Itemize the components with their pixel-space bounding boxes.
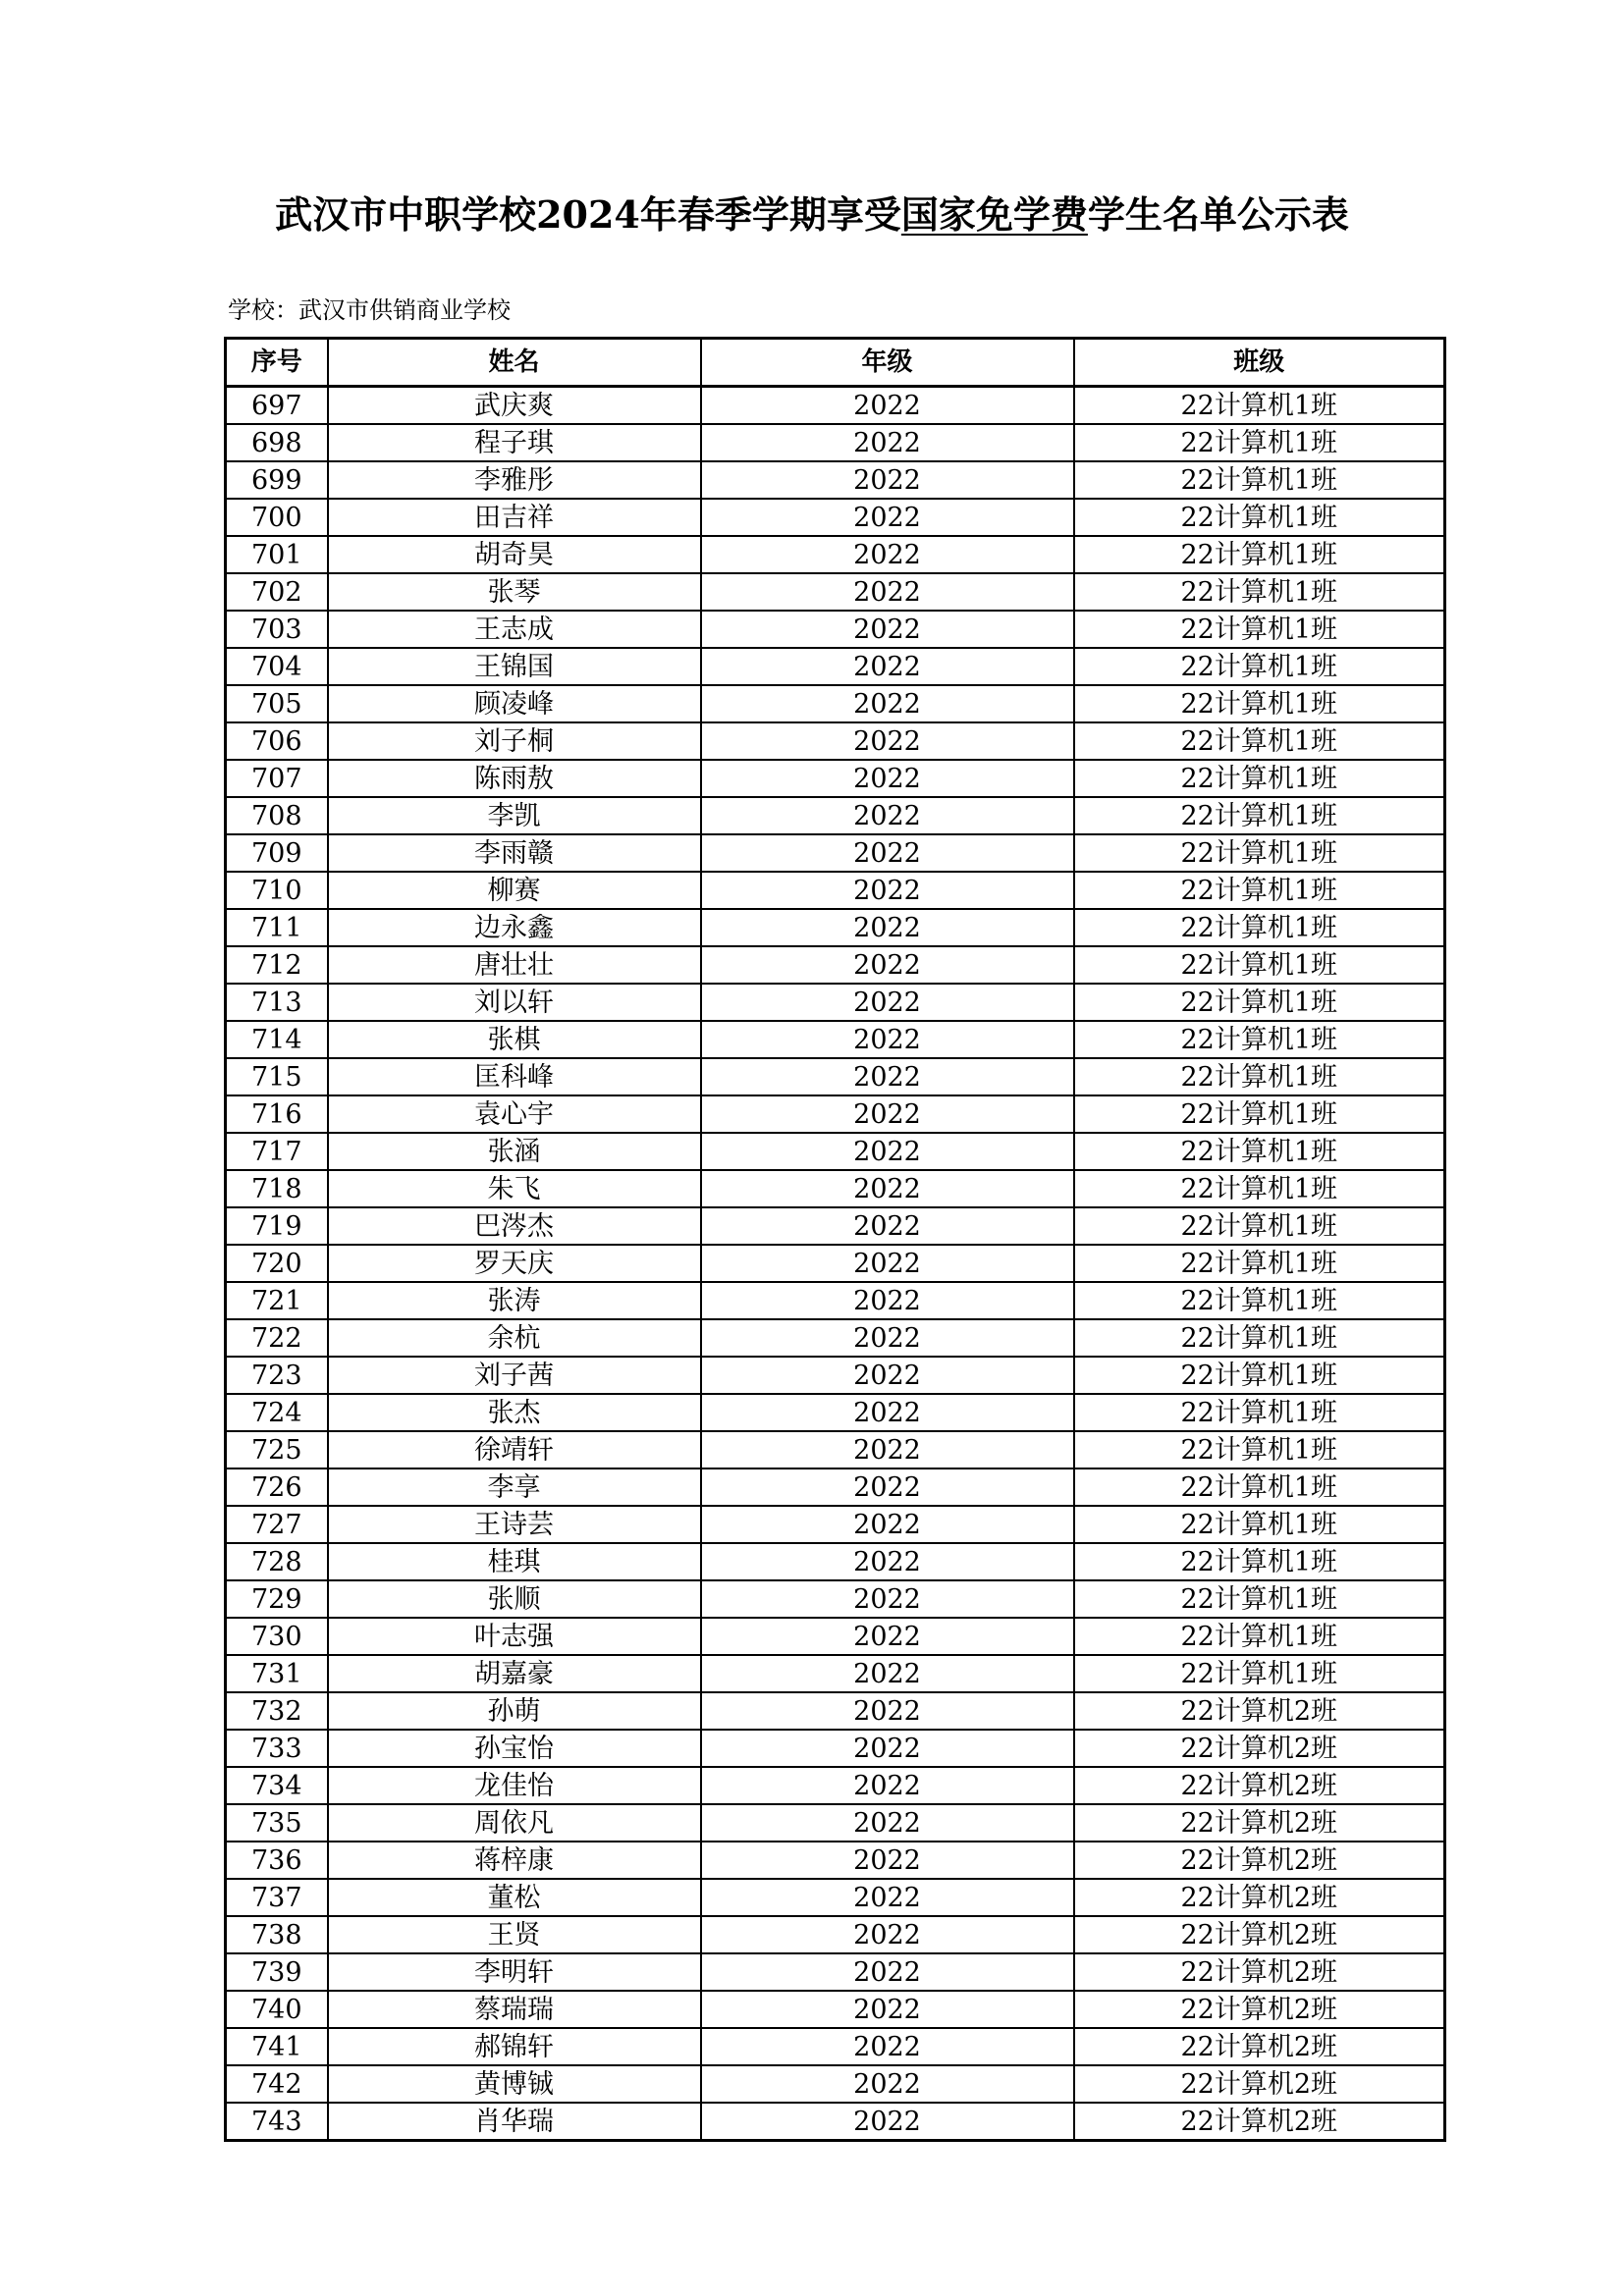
cell-name: 周依凡	[328, 1804, 701, 1842]
cell-grade: 2022	[701, 461, 1074, 499]
header-index: 序号	[226, 339, 328, 387]
cell-name: 刘以轩	[328, 984, 701, 1021]
cell-class: 22计算机2班	[1074, 2103, 1445, 2141]
title-text-post: 学生名单公示表	[1087, 192, 1349, 237]
table-row	[226, 1692, 1445, 1730]
cell-index: 735	[226, 1804, 328, 1842]
cell-grade: 2022	[701, 1580, 1074, 1618]
cell-class: 22计算机2班	[1074, 1692, 1445, 1730]
cell-grade: 2022	[701, 1730, 1074, 1767]
cell-class: 22计算机1班	[1074, 872, 1445, 909]
cell-class: 22计算机1班	[1074, 461, 1445, 499]
cell-name: 胡奇昊	[328, 536, 701, 573]
cell-index: 743	[226, 2103, 328, 2141]
cell-grade: 2022	[701, 1095, 1074, 1133]
cell-name: 张杰	[328, 1394, 701, 1431]
cell-class: 22计算机1班	[1074, 1655, 1445, 1692]
table-row	[226, 872, 1445, 909]
cell-class: 22计算机1班	[1074, 536, 1445, 573]
cell-class: 22计算机1班	[1074, 648, 1445, 685]
cell-class: 22计算机1班	[1074, 797, 1445, 834]
table-row	[226, 1319, 1445, 1357]
cell-grade: 2022	[701, 2103, 1074, 2141]
cell-grade: 2022	[701, 2028, 1074, 2065]
table-row	[226, 1095, 1445, 1133]
table-row	[226, 685, 1445, 722]
cell-grade: 2022	[701, 760, 1074, 797]
cell-index: 719	[226, 1207, 328, 1245]
table-row	[226, 387, 1445, 425]
cell-name: 张棋	[328, 1021, 701, 1058]
cell-index: 721	[226, 1282, 328, 1319]
cell-class: 22计算机2班	[1074, 1767, 1445, 1804]
table-row	[226, 1804, 1445, 1842]
cell-name: 张顺	[328, 1580, 701, 1618]
cell-grade: 2022	[701, 1021, 1074, 1058]
cell-index: 740	[226, 1991, 328, 2028]
student-table	[224, 337, 1446, 2142]
cell-grade: 2022	[701, 611, 1074, 648]
cell-name: 匡科峰	[328, 1058, 701, 1095]
cell-name: 李雅彤	[328, 461, 701, 499]
table-row	[226, 1991, 1445, 2028]
cell-class: 22计算机1班	[1074, 760, 1445, 797]
table-row	[226, 1207, 1445, 1245]
cell-class: 22计算机2班	[1074, 1842, 1445, 1879]
cell-index: 718	[226, 1170, 328, 1207]
cell-name: 唐壮壮	[328, 946, 701, 984]
cell-class: 22计算机1班	[1074, 387, 1445, 425]
cell-grade: 2022	[701, 1133, 1074, 1170]
cell-grade: 2022	[701, 1506, 1074, 1543]
cell-name: 朱飞	[328, 1170, 701, 1207]
cell-class: 22计算机1班	[1074, 1282, 1445, 1319]
cell-class: 22计算机1班	[1074, 834, 1445, 872]
cell-grade: 2022	[701, 1319, 1074, 1357]
page-title	[0, 185, 1624, 239]
cell-grade: 2022	[701, 872, 1074, 909]
cell-class: 22计算机1班	[1074, 946, 1445, 984]
title-text-pre: 武汉市中职学校2024年春季学期享受	[275, 192, 901, 237]
table-row	[226, 1618, 1445, 1655]
cell-grade: 2022	[701, 1953, 1074, 1991]
cell-name: 刘子桐	[328, 722, 701, 760]
cell-index: 734	[226, 1767, 328, 1804]
header-grade: 年级	[701, 339, 1074, 387]
table-row	[226, 1842, 1445, 1879]
table-row	[226, 946, 1445, 984]
table-row	[226, 611, 1445, 648]
cell-index: 728	[226, 1543, 328, 1580]
cell-class: 22计算机1班	[1074, 499, 1445, 536]
cell-grade: 2022	[701, 834, 1074, 872]
cell-index: 714	[226, 1021, 328, 1058]
cell-grade: 2022	[701, 424, 1074, 461]
cell-index: 724	[226, 1394, 328, 1431]
cell-index: 729	[226, 1580, 328, 1618]
table-row	[226, 909, 1445, 946]
table-row	[226, 2103, 1445, 2141]
cell-index: 702	[226, 573, 328, 611]
table-row	[226, 1730, 1445, 1767]
cell-index: 704	[226, 648, 328, 685]
table-row	[226, 1357, 1445, 1394]
cell-class: 22计算机1班	[1074, 1618, 1445, 1655]
table-row	[226, 461, 1445, 499]
cell-name: 袁心宇	[328, 1095, 701, 1133]
cell-grade: 2022	[701, 1245, 1074, 1282]
cell-index: 710	[226, 872, 328, 909]
cell-class: 22计算机1班	[1074, 1468, 1445, 1506]
table-row	[226, 797, 1445, 834]
cell-grade: 2022	[701, 1431, 1074, 1468]
cell-index: 717	[226, 1133, 328, 1170]
cell-grade: 2022	[701, 797, 1074, 834]
table-body	[226, 387, 1445, 2141]
cell-name: 肖华瑞	[328, 2103, 701, 2141]
cell-name: 张琴	[328, 573, 701, 611]
cell-class: 22计算机1班	[1074, 611, 1445, 648]
cell-name: 田吉祥	[328, 499, 701, 536]
header-name: 姓名	[328, 339, 701, 387]
table-row	[226, 648, 1445, 685]
cell-grade: 2022	[701, 1058, 1074, 1095]
cell-grade: 2022	[701, 1282, 1074, 1319]
cell-class: 22计算机1班	[1074, 909, 1445, 946]
cell-class: 22计算机1班	[1074, 1133, 1445, 1170]
cell-index: 698	[226, 424, 328, 461]
cell-name: 王贤	[328, 1916, 701, 1953]
table-row	[226, 1468, 1445, 1506]
cell-index: 733	[226, 1730, 328, 1767]
cell-index: 732	[226, 1692, 328, 1730]
cell-name: 蔡瑞瑞	[328, 1991, 701, 2028]
cell-class: 22计算机2班	[1074, 1804, 1445, 1842]
cell-class: 22计算机1班	[1074, 1095, 1445, 1133]
cell-class: 22计算机1班	[1074, 984, 1445, 1021]
table-row	[226, 499, 1445, 536]
cell-grade: 2022	[701, 722, 1074, 760]
title-text-underlined: 国家免学费	[900, 192, 1088, 237]
cell-name: 顾凌峰	[328, 685, 701, 722]
cell-name: 余杭	[328, 1319, 701, 1357]
cell-name: 李雨赣	[328, 834, 701, 872]
cell-class: 22计算机1班	[1074, 1580, 1445, 1618]
cell-index: 697	[226, 387, 328, 425]
cell-name: 叶志强	[328, 1618, 701, 1655]
cell-class: 22计算机1班	[1074, 1431, 1445, 1468]
cell-grade: 2022	[701, 1543, 1074, 1580]
cell-grade: 2022	[701, 1842, 1074, 1879]
cell-name: 孙宝怡	[328, 1730, 701, 1767]
cell-index: 713	[226, 984, 328, 1021]
cell-index: 707	[226, 760, 328, 797]
cell-name: 桂琪	[328, 1543, 701, 1580]
cell-grade: 2022	[701, 984, 1074, 1021]
school-line: 学校：武汉市供销商业学校	[228, 296, 511, 324]
cell-class: 22计算机1班	[1074, 1170, 1445, 1207]
cell-class: 22计算机1班	[1074, 1245, 1445, 1282]
cell-name: 王志成	[328, 611, 701, 648]
cell-index: 706	[226, 722, 328, 760]
cell-name: 胡嘉豪	[328, 1655, 701, 1692]
cell-index: 741	[226, 2028, 328, 2065]
cell-name: 边永鑫	[328, 909, 701, 946]
cell-index: 726	[226, 1468, 328, 1506]
cell-name: 李明轩	[328, 1953, 701, 1991]
cell-grade: 2022	[701, 536, 1074, 573]
cell-class: 22计算机1班	[1074, 1319, 1445, 1357]
cell-index: 742	[226, 2065, 328, 2103]
cell-grade: 2022	[701, 499, 1074, 536]
cell-name: 黄博铖	[328, 2065, 701, 2103]
cell-class: 22计算机2班	[1074, 1991, 1445, 2028]
table-row	[226, 2065, 1445, 2103]
cell-index: 701	[226, 536, 328, 573]
header-class: 班级	[1074, 339, 1445, 387]
cell-index: 722	[226, 1319, 328, 1357]
cell-grade: 2022	[701, 1767, 1074, 1804]
table-row	[226, 1170, 1445, 1207]
cell-index: 723	[226, 1357, 328, 1394]
cell-grade: 2022	[701, 1394, 1074, 1431]
cell-grade: 2022	[701, 573, 1074, 611]
cell-grade: 2022	[701, 1991, 1074, 2028]
cell-grade: 2022	[701, 1207, 1074, 1245]
cell-index: 737	[226, 1879, 328, 1916]
cell-grade: 2022	[701, 1468, 1074, 1506]
cell-index: 730	[226, 1618, 328, 1655]
table-row	[226, 573, 1445, 611]
cell-class: 22计算机1班	[1074, 1021, 1445, 1058]
table-row	[226, 1245, 1445, 1282]
cell-grade: 2022	[701, 1692, 1074, 1730]
table-row	[226, 1506, 1445, 1543]
cell-grade: 2022	[701, 1879, 1074, 1916]
cell-name: 郝锦轩	[328, 2028, 701, 2065]
cell-name: 徐靖轩	[328, 1431, 701, 1468]
cell-class: 22计算机2班	[1074, 1953, 1445, 1991]
cell-index: 699	[226, 461, 328, 499]
cell-index: 720	[226, 1245, 328, 1282]
cell-class: 22计算机1班	[1074, 1058, 1445, 1095]
cell-name: 张涛	[328, 1282, 701, 1319]
cell-class: 22计算机1班	[1074, 685, 1445, 722]
cell-name: 武庆爽	[328, 387, 701, 425]
cell-class: 22计算机1班	[1074, 573, 1445, 611]
cell-class: 22计算机1班	[1074, 1207, 1445, 1245]
cell-index: 715	[226, 1058, 328, 1095]
cell-name: 罗天庆	[328, 1245, 701, 1282]
cell-name: 李凯	[328, 797, 701, 834]
cell-name: 董松	[328, 1879, 701, 1916]
cell-index: 709	[226, 834, 328, 872]
cell-index: 705	[226, 685, 328, 722]
cell-grade: 2022	[701, 1618, 1074, 1655]
cell-index: 727	[226, 1506, 328, 1543]
cell-index: 711	[226, 909, 328, 946]
cell-grade: 2022	[701, 1804, 1074, 1842]
table-row	[226, 536, 1445, 573]
table-row	[226, 1431, 1445, 1468]
cell-index: 731	[226, 1655, 328, 1692]
cell-grade: 2022	[701, 946, 1074, 984]
table-row	[226, 424, 1445, 461]
table-row	[226, 1879, 1445, 1916]
table-row	[226, 722, 1445, 760]
cell-index: 738	[226, 1916, 328, 1953]
cell-name: 龙佳怡	[328, 1767, 701, 1804]
cell-name: 巴涔杰	[328, 1207, 701, 1245]
table-row	[226, 2028, 1445, 2065]
cell-index: 739	[226, 1953, 328, 1991]
table-row	[226, 1767, 1445, 1804]
cell-name: 蒋梓康	[328, 1842, 701, 1879]
cell-index: 712	[226, 946, 328, 984]
cell-grade: 2022	[701, 2065, 1074, 2103]
cell-class: 22计算机1班	[1074, 1394, 1445, 1431]
cell-class: 22计算机1班	[1074, 424, 1445, 461]
table-row	[226, 1133, 1445, 1170]
cell-grade: 2022	[701, 648, 1074, 685]
table-row	[226, 1655, 1445, 1692]
table-row	[226, 1953, 1445, 1991]
table-row	[226, 1058, 1445, 1095]
cell-index: 736	[226, 1842, 328, 1879]
cell-class: 22计算机1班	[1074, 1357, 1445, 1394]
cell-index: 725	[226, 1431, 328, 1468]
cell-class: 22计算机2班	[1074, 2065, 1445, 2103]
cell-grade: 2022	[701, 1170, 1074, 1207]
cell-name: 孙萌	[328, 1692, 701, 1730]
cell-index: 703	[226, 611, 328, 648]
cell-grade: 2022	[701, 685, 1074, 722]
cell-index: 708	[226, 797, 328, 834]
cell-name: 张涵	[328, 1133, 701, 1170]
cell-class: 22计算机1班	[1074, 1506, 1445, 1543]
cell-grade: 2022	[701, 1357, 1074, 1394]
cell-grade: 2022	[701, 1916, 1074, 1953]
cell-index: 716	[226, 1095, 328, 1133]
cell-class: 22计算机2班	[1074, 1879, 1445, 1916]
table-header-row	[226, 339, 1445, 387]
table-row	[226, 1282, 1445, 1319]
cell-index: 700	[226, 499, 328, 536]
cell-class: 22计算机2班	[1074, 2028, 1445, 2065]
table-row	[226, 1580, 1445, 1618]
cell-class: 22计算机2班	[1074, 1916, 1445, 1953]
cell-name: 刘子茜	[328, 1357, 701, 1394]
cell-name: 程子琪	[328, 424, 701, 461]
cell-name: 柳赛	[328, 872, 701, 909]
table-row	[226, 1021, 1445, 1058]
cell-name: 李享	[328, 1468, 701, 1506]
cell-name: 王诗芸	[328, 1506, 701, 1543]
table-row	[226, 1394, 1445, 1431]
table-row	[226, 834, 1445, 872]
cell-class: 22计算机2班	[1074, 1730, 1445, 1767]
table-row	[226, 1916, 1445, 1953]
cell-class: 22计算机1班	[1074, 722, 1445, 760]
cell-grade: 2022	[701, 1655, 1074, 1692]
table-row	[226, 1543, 1445, 1580]
cell-name: 王锦国	[328, 648, 701, 685]
cell-grade: 2022	[701, 909, 1074, 946]
cell-name: 陈雨敖	[328, 760, 701, 797]
cell-class: 22计算机1班	[1074, 1543, 1445, 1580]
table-row	[226, 760, 1445, 797]
table-row	[226, 984, 1445, 1021]
cell-grade: 2022	[701, 387, 1074, 425]
